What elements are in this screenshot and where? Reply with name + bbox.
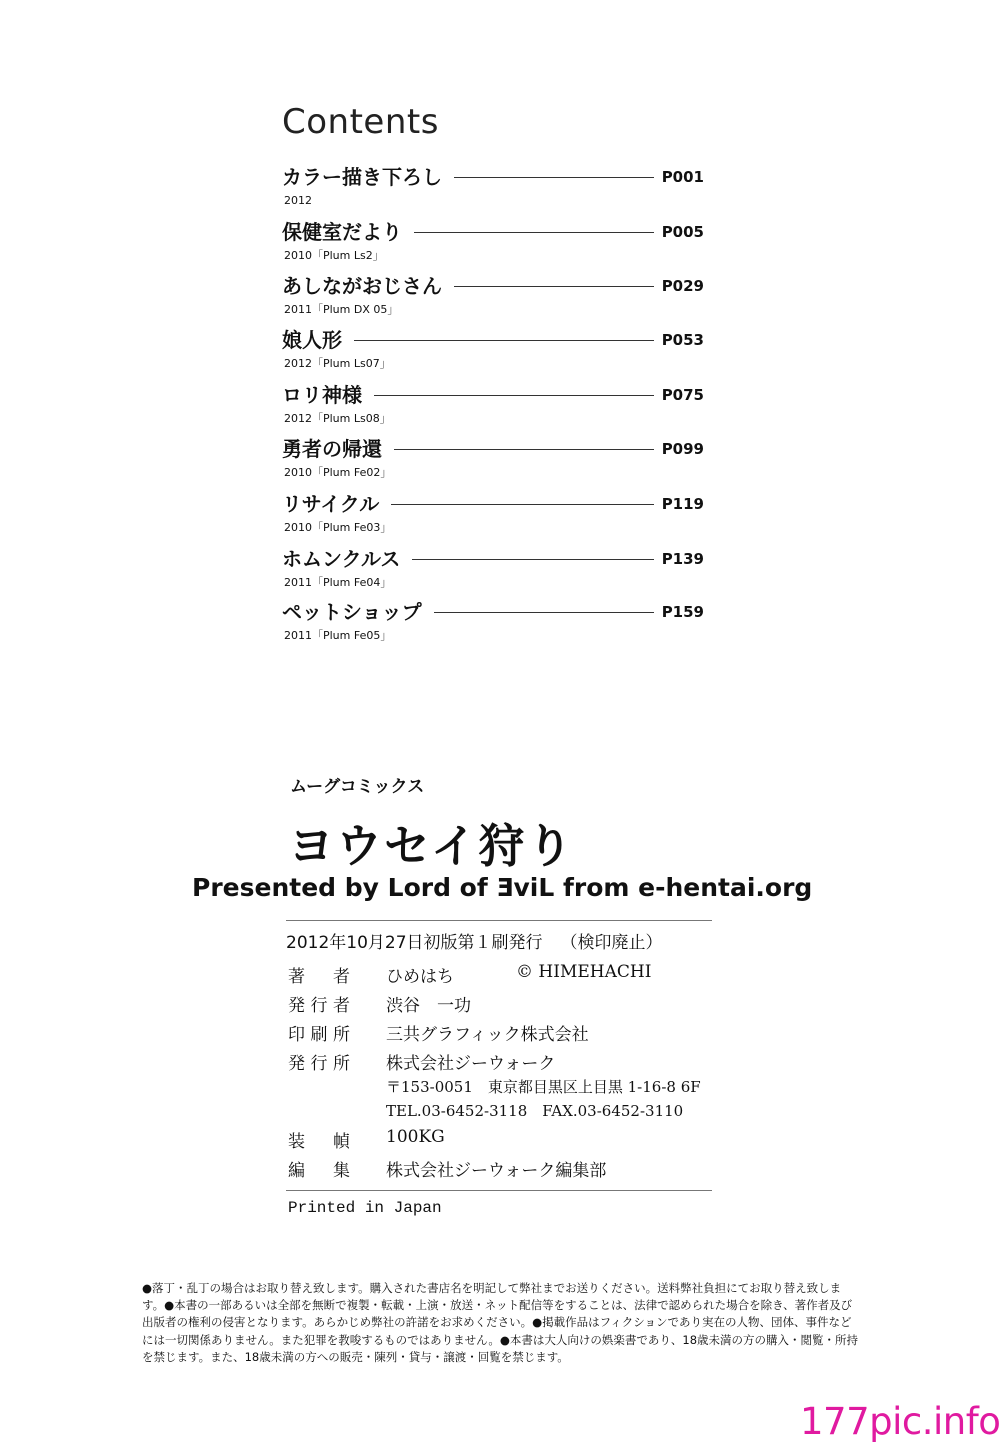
toc-entry: [282, 545, 712, 595]
toc-page-number: P005: [661, 223, 704, 241]
toc-leader-line: [434, 612, 654, 613]
toc-source: 2010「Plum Ls2」: [284, 249, 384, 262]
toc-page-number: P001: [661, 168, 704, 186]
toc-page-number: P099: [661, 440, 704, 458]
toc-source: 2012: [284, 194, 312, 207]
toc-entry: [282, 218, 712, 268]
row-key: 発行所: [288, 1054, 350, 1074]
imprint-label: ムーグコミックス: [290, 777, 425, 797]
toc-title: 娘人形: [282, 326, 350, 354]
toc-leader-line: [391, 504, 654, 505]
toc-title: ホムンクルス: [282, 545, 408, 573]
row-key: 編集: [288, 1161, 350, 1181]
copyright-notice: © HIMEHACHI: [516, 962, 652, 982]
issuer-address: 〒153-0051 東京都目黒区上目黒 1-16-8 6F: [386, 1078, 701, 1096]
divider: [286, 1190, 712, 1191]
toc-entry: [282, 163, 712, 213]
toc-source: 2011「Plum Fe04」: [284, 576, 392, 589]
toc-title: ロリ神様: [282, 381, 370, 409]
toc-page-number: P139: [661, 550, 704, 568]
edition-note: （検印廃止）: [560, 933, 663, 953]
toc-title: 保健室だより: [282, 218, 410, 246]
toc-title: リサイクル: [282, 490, 387, 518]
toc-leader-line: [394, 449, 654, 450]
contents-heading: Contents: [282, 102, 439, 142]
toc-entry: [282, 435, 712, 485]
issuer-name: 株式会社ジーウォーク: [386, 1054, 556, 1074]
edition-date: 2012年10月27日初版第１刷発行: [286, 933, 543, 953]
author-name: ひめはち: [386, 967, 454, 987]
toc-title: ペットショップ: [282, 598, 430, 626]
toc-source: 2011「Plum DX 05」: [284, 303, 399, 316]
row-key: 著者: [288, 967, 350, 987]
site-watermark: 177pic.info: [800, 1400, 1000, 1443]
toc-entry: [282, 598, 712, 648]
toc-title: 勇者の帰還: [282, 435, 390, 463]
toc-entry: [282, 326, 712, 376]
toc-source: 2010「Plum Fe02」: [284, 466, 392, 479]
book-title: ヨウセイ狩り: [288, 819, 575, 873]
row-key: 発行者: [288, 996, 350, 1016]
presented-by-line: Presented by Lord of ƎviL from e-hentai.org: [192, 873, 813, 902]
toc-page-number: P053: [661, 331, 704, 349]
toc-entry: [282, 272, 712, 322]
toc-leader-line: [454, 286, 654, 287]
toc-source: 2011「Plum Fe05」: [284, 629, 392, 642]
row-key: 装幀: [288, 1132, 350, 1152]
toc-page-number: P159: [661, 603, 704, 621]
printer-name: 三共グラフィック株式会社: [386, 1025, 589, 1045]
toc-leader-line: [414, 232, 654, 233]
toc-leader-line: [354, 340, 654, 341]
toc-entry: [282, 381, 712, 431]
toc-title: カラー描き下ろし: [282, 163, 450, 191]
toc-leader-line: [454, 177, 654, 178]
publisher-name: 渋谷 一功: [386, 996, 471, 1016]
edition-line: [286, 928, 663, 953]
toc-page-number: P029: [661, 277, 704, 295]
toc-source: 2012「Plum Ls07」: [284, 357, 391, 370]
printed-in: Printed in Japan: [288, 1199, 442, 1217]
toc-entry: [282, 490, 712, 540]
issuer-phone: TEL.03-6452-3118 FAX.03-6452-3110: [386, 1102, 684, 1120]
designer-name: 100KG: [386, 1127, 445, 1147]
toc-leader-line: [412, 559, 654, 560]
toc-source: 2010「Plum Fe03」: [284, 521, 392, 534]
editor-name: 株式会社ジーウォーク編集部: [386, 1161, 607, 1181]
legal-notice: ●落丁・乱丁の場合はお取り替え致します。購入された書店名を明記して弊社までお送りください。送料弊社負担にてお取り替え致します。●本書の一部あるいは全部を無断で複製・転載・上演・放送・ネット配信等をすることは、法律で認められた場合を除き、著作者及び出版者の権利の侵害となります。あらかじめ弊社の許諾をお求めください。●掲載作品はフィクションであり実在の人物、団体、事件などには一切関係ありません。また犯罪を教唆するものではありません。●本書は大人向けの娯楽書であり、18歳未満の方の購入・閲覧・所持を禁じます。また、18歳未満の方への販売・陳列・貸与・譲渡・回覧を禁じます。: [142, 1281, 859, 1364]
toc-page-number: P119: [661, 495, 704, 513]
toc-source: 2012「Plum Ls08」: [284, 412, 391, 425]
toc-leader-line: [374, 395, 654, 396]
row-key: 印刷所: [288, 1025, 350, 1045]
toc-title: あしながおじさん: [282, 272, 450, 300]
divider: [286, 920, 712, 921]
toc-page-number: P075: [661, 386, 704, 404]
